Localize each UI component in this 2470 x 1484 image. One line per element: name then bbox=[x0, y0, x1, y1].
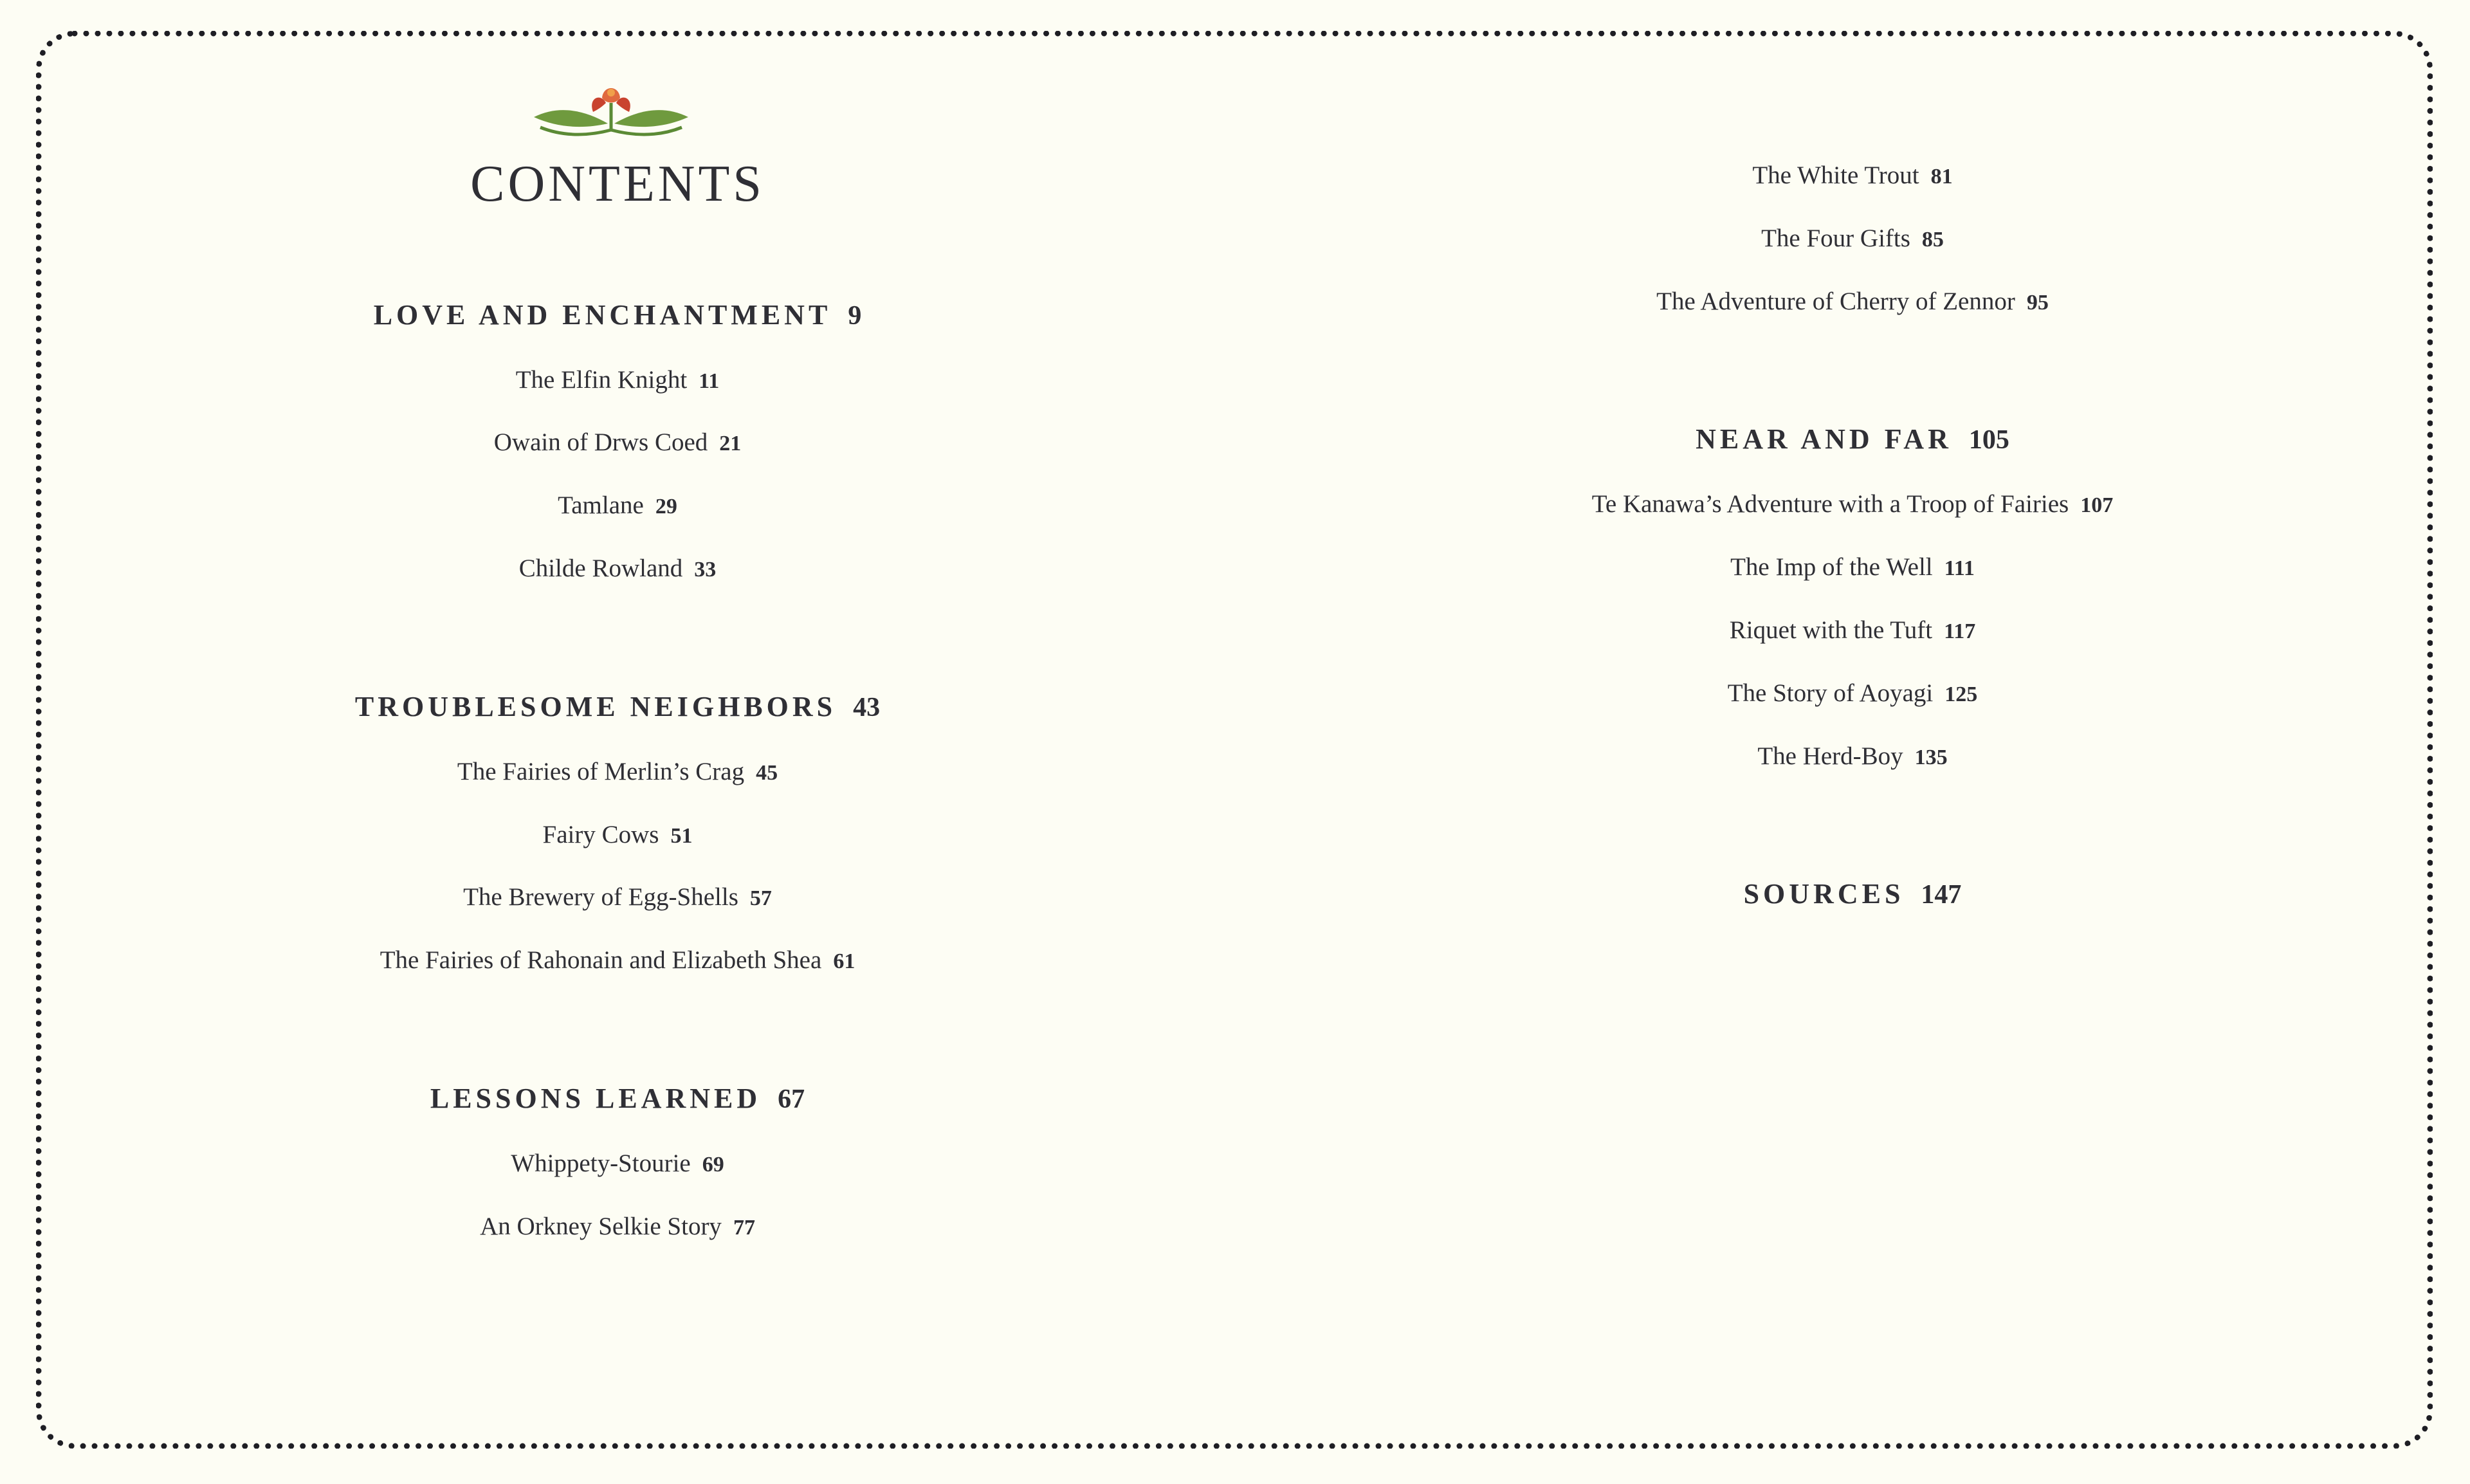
page-number: 95 bbox=[2026, 291, 2049, 315]
section-title: LOVE AND ENCHANTMENT bbox=[373, 299, 832, 331]
page-number: 85 bbox=[1921, 228, 1944, 252]
story-title: The Herd-Boy bbox=[1757, 742, 1903, 770]
story-entry[interactable] bbox=[296, 364, 939, 398]
story-entry[interactable] bbox=[296, 553, 939, 586]
page-number: 81 bbox=[1930, 165, 1953, 188]
story-title: Owain of Drws Coed bbox=[493, 428, 708, 456]
story-title: The Story of Aoyagi bbox=[1727, 679, 1934, 707]
story-title: Riquet with the Tuft bbox=[1729, 616, 1933, 644]
page-number: 67 bbox=[778, 1085, 805, 1114]
page-number: 125 bbox=[1944, 682, 1978, 706]
page-number: 33 bbox=[694, 558, 717, 582]
page-number: 77 bbox=[733, 1216, 755, 1240]
story-entry[interactable] bbox=[1531, 677, 2174, 711]
page-number: 51 bbox=[670, 824, 693, 848]
story-title: The Four Gifts bbox=[1761, 224, 1910, 252]
floral-ornament-icon bbox=[521, 78, 701, 149]
page-number: 21 bbox=[719, 432, 742, 455]
story-title: The Imp of the Well bbox=[1730, 553, 1933, 581]
story-entry[interactable] bbox=[296, 756, 939, 789]
story-entry[interactable] bbox=[296, 1211, 939, 1244]
story-entry[interactable] bbox=[1531, 614, 2174, 648]
story-title: Te Kanawa’s Adventure with a Troop of Fairies bbox=[1591, 490, 2069, 518]
section-heading[interactable] bbox=[1531, 421, 2174, 458]
page-number: 117 bbox=[1944, 619, 1976, 643]
page-number: 105 bbox=[1968, 425, 2009, 455]
story-title: The Fairies of Rahonain and Elizabeth Shea bbox=[380, 946, 822, 974]
story-entry[interactable] bbox=[1531, 551, 2174, 585]
section-heading[interactable] bbox=[296, 297, 939, 334]
story-title: Childe Rowland bbox=[518, 554, 683, 582]
section-heading[interactable] bbox=[296, 1081, 939, 1117]
page-number: 69 bbox=[702, 1153, 724, 1177]
page-number: 57 bbox=[749, 886, 772, 910]
story-title: The Brewery of Egg-Shells bbox=[463, 883, 738, 911]
story-entry[interactable] bbox=[1531, 160, 2174, 193]
story-entry[interactable] bbox=[296, 881, 939, 915]
story-title: The White Trout bbox=[1752, 161, 1919, 189]
story-entry[interactable] bbox=[296, 490, 939, 523]
story-entry[interactable] bbox=[1531, 740, 2174, 774]
story-entry[interactable] bbox=[296, 1148, 939, 1181]
story-title: The Elfin Knight bbox=[515, 366, 688, 394]
story-entry[interactable] bbox=[296, 944, 939, 978]
story-title: Fairy Cows bbox=[542, 821, 659, 848]
story-entry[interactable] bbox=[1531, 223, 2174, 256]
page-number: 43 bbox=[853, 693, 881, 722]
section-title: SOURCES bbox=[1743, 878, 1905, 910]
story-title: The Adventure of Cherry of Zennor bbox=[1656, 288, 2015, 315]
story-entry[interactable] bbox=[1531, 488, 2174, 522]
story-entry[interactable] bbox=[1531, 286, 2174, 319]
story-entry[interactable] bbox=[296, 426, 939, 460]
story-entry[interactable] bbox=[296, 819, 939, 852]
story-title: An Orkney Selkie Story bbox=[480, 1213, 722, 1240]
story-title: The Fairies of Merlin’s Crag bbox=[457, 758, 745, 785]
page-number: 45 bbox=[756, 761, 778, 785]
page-number: 111 bbox=[1944, 556, 1975, 580]
page-number: 135 bbox=[1914, 746, 1948, 769]
page-title: CONTENTS bbox=[470, 156, 765, 212]
page-number: 11 bbox=[699, 369, 720, 393]
story-title: Tamlane bbox=[558, 491, 644, 519]
section-heading[interactable] bbox=[296, 689, 939, 726]
section-title: NEAR AND FAR bbox=[1696, 423, 1952, 455]
page-number: 61 bbox=[833, 949, 855, 973]
section-title: LESSONS LEARNED bbox=[430, 1083, 762, 1114]
page-number: 29 bbox=[655, 495, 677, 518]
section-title: TROUBLESOME NEIGHBORS bbox=[354, 691, 837, 722]
page-number: 107 bbox=[2080, 493, 2114, 517]
story-title: Whippety-Stourie bbox=[511, 1150, 691, 1177]
section-heading[interactable] bbox=[1531, 876, 2174, 913]
page-number: 147 bbox=[1921, 880, 1962, 910]
page-number: 9 bbox=[848, 301, 862, 331]
